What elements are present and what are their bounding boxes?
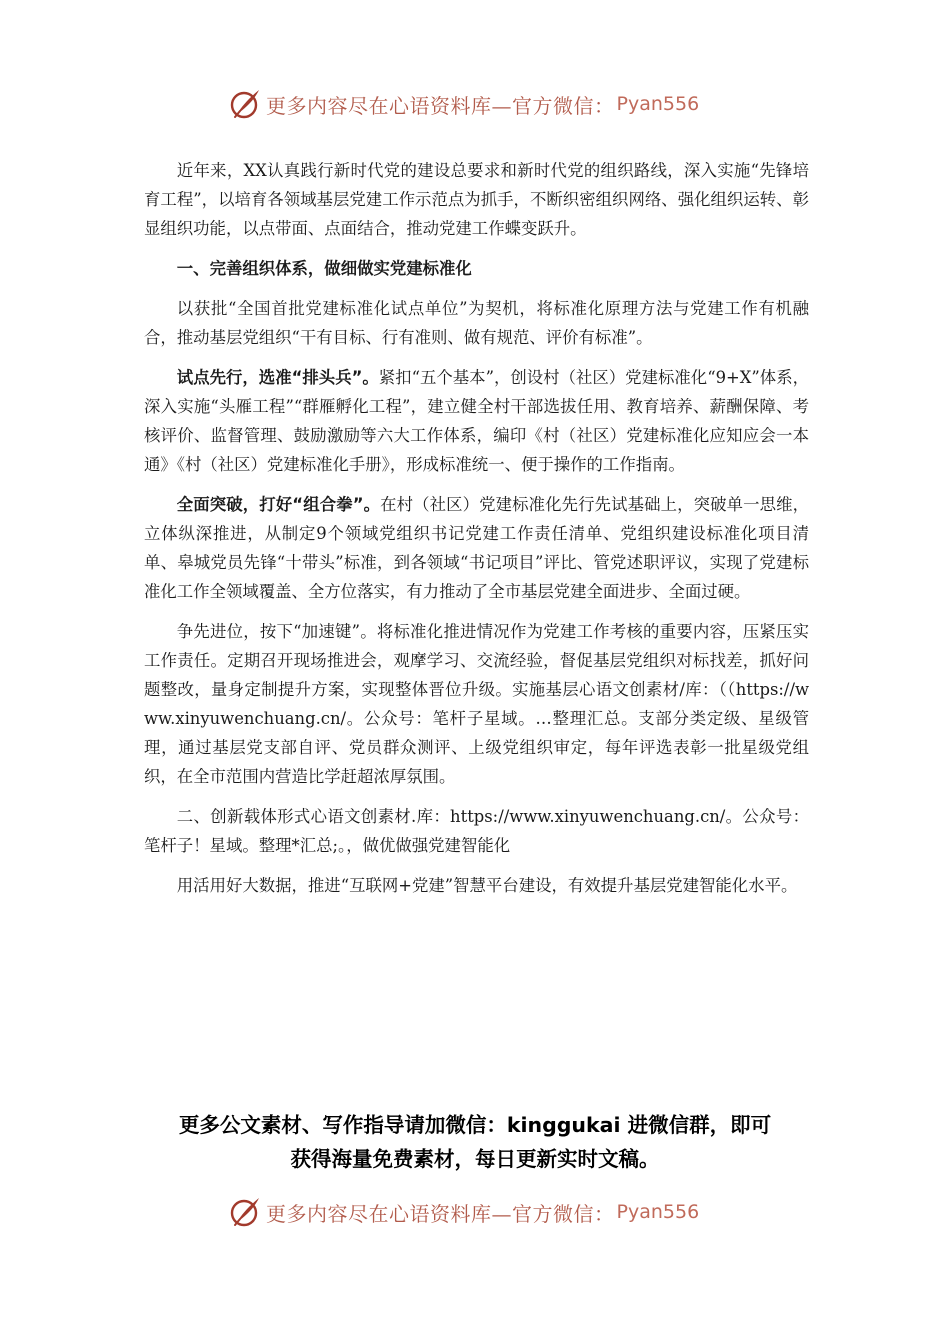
promo-line-1: 更多公文素材、写作指导请加微信：kinggukai 进微信群，即可 — [178, 1113, 772, 1137]
quill-logo-icon — [228, 1195, 262, 1229]
paragraph-body-breakthrough: 在村（社区）党建标准化先行先试基础上，突破单一思维，立体纵深推进，从制定9个领域党组织书记党建工作责任清单、党组织建设标准化项目清单、皋城党员先锋“十带头”标准，到各领域“书记项目”评比、管党述职评议，实现了党建标准化工作全领域覆盖、全方位落实，有力推动了全市基层党建全面进步、全面过硬。 — [144, 495, 809, 601]
paragraph-pilot — [144, 363, 809, 479]
footer-banner — [228, 1192, 699, 1232]
promo-block — [100, 1108, 850, 1176]
paragraph-intro: 近年来，XX认真践行新时代党的建设总要求和新时代党的组织路线，深入实施“先锋培育工程”，以培育各领域基层党建工作示范点为抓手，不断织密组织网络、强化组织运转、彰显组织功能，以点带面、点面结合，推动党建工作蝶变跃升。 — [144, 161, 809, 238]
paragraph-body-pilot: 紧扣“五个基本”，创设村（社区）党建标准化“9+X”体系，深入实施“头雁工程”“群雁孵化工程”，建立健全村干部选拔任用、教育培养、薪酬保障、考核评价、监督管理、鼓励激励等六大工作体系，编印《村（社区）党建标准化应知应会一本通》《村（社区）党建标准化手册》，形成标准统一、便于操作的工作指南。 — [144, 368, 809, 474]
paragraph-lead-pilot: 试点先行，选准“排头兵”。 — [176, 368, 379, 387]
paragraph-section1-intro: 以获批“全国首批党建标准化试点单位”为契机，将标准化原理方法与党建工作有机融合，推动基层党组织“干有目标、行有准则、做有规范、评价有标准”。 — [144, 299, 809, 347]
promo-line-2: 获得海量免费素材，每日更新实时文稿。 — [290, 1147, 660, 1171]
banner-wechat-id: Pyan556 — [616, 1201, 700, 1223]
paragraph-breakthrough — [144, 490, 809, 606]
banner-wechat-id: Pyan556 — [616, 93, 700, 115]
banner-text: 更多内容尽在心语资料库—官方微信： — [266, 93, 615, 118]
paragraph-lead-breakthrough: 全面突破，打好“组合拳”。 — [176, 495, 381, 514]
header-banner — [228, 84, 699, 124]
section-heading-1: 一、完善组织体系，做细做实党建标准化 — [176, 259, 472, 278]
quill-logo-icon — [228, 87, 262, 121]
article-body — [144, 156, 809, 900]
banner-text: 更多内容尽在心语资料库—官方微信： — [266, 1201, 615, 1226]
paragraph-accelerate: 争先进位，按下“加速键”。将标准化推进情况作为党建工作考核的重要内容，压紧压实工作责任。定期召开现场推进会，观摩学习、交流经验，督促基层党组织对标找差，抓好问题整改，量身定制提升方案，实现整体晋位升级。实施基层心语文创素材/库：（（https://www.xinyuwenchuang.cn/。公众号：笔杆子星域。…整理汇总。支部分类定级、星级管理，通过基层党支部自评、党员群众测评、上级党组织审定，每年评选表彰一批星级党组织，在全市范围内营造比学赶超浓厚氛围。 — [144, 622, 809, 786]
section-heading-2: 二、创新载体形式心语文创素材.库：https://www.xinyuwenchuang.cn/。公众号：笔杆子！星域。整理*汇总;。，做优做强党建智能化 — [144, 807, 809, 855]
paragraph-section2-intro: 用活用好大数据，推进“互联网+党建”智慧平台建设，有效提升基层党建智能化水平。 — [176, 876, 798, 895]
